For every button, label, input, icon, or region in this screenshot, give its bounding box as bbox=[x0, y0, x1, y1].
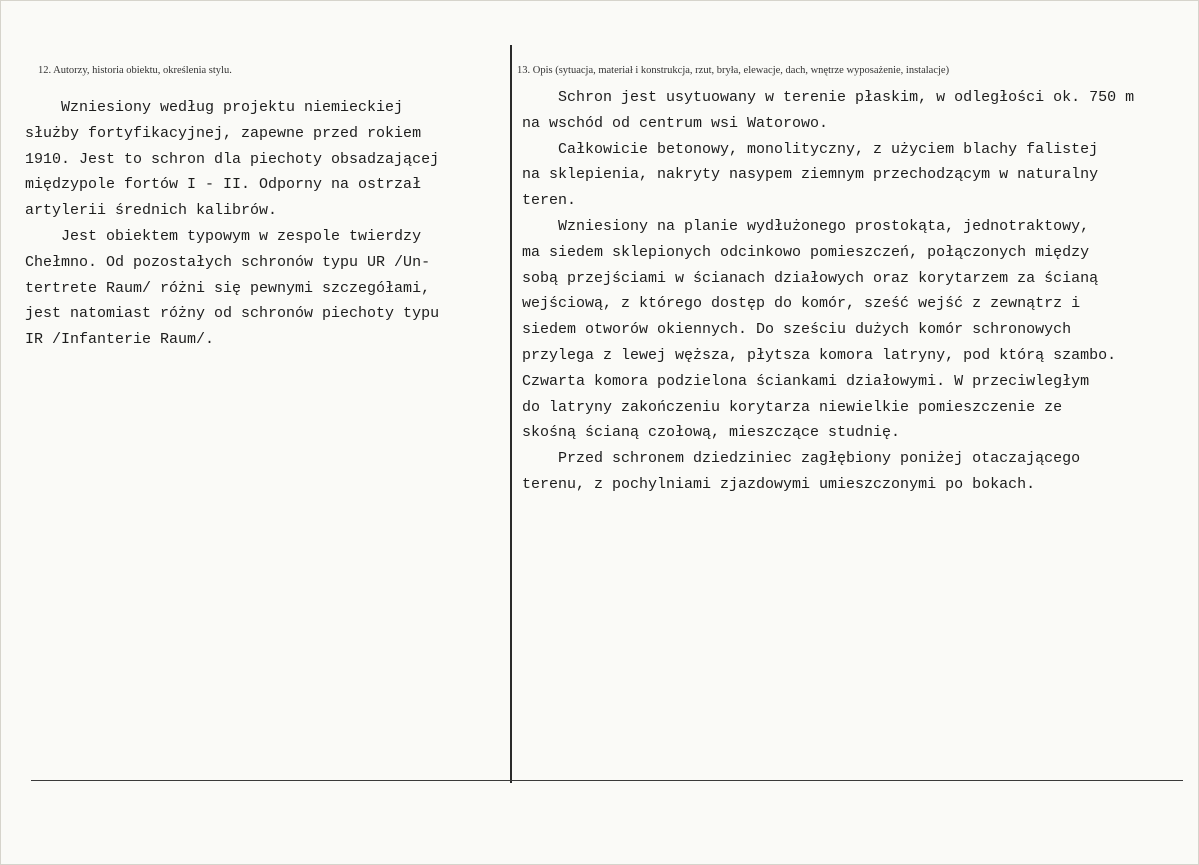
text-line: skośną ścianą czołową, mieszczące studnię. bbox=[522, 424, 901, 442]
text-line: 1910. Jest to schron dla piechoty obsadzającej bbox=[25, 150, 440, 168]
text-line: ma siedem sklepionych odcinkowo pomieszczeń, połączonych między bbox=[522, 243, 1090, 261]
text-line: artylerii średnich kalibrów. bbox=[25, 202, 278, 220]
text-line: Chełmno. Od pozostałych schronów typu UR /Un- bbox=[25, 253, 431, 271]
text-line: tertrete Raum/ różni się pewnymi szczegółami, bbox=[25, 279, 431, 297]
text-line: terenu, z pochylniami zjazdowymi umieszczonymi po bokach. bbox=[522, 475, 1036, 493]
text-line: IR /Infanterie Raum/. bbox=[25, 331, 215, 349]
text-line: na wschód od centrum wsi Watorowo. bbox=[522, 114, 829, 132]
text-line: siedem otworów okiennych. Do sześciu dużych komór schronowych bbox=[522, 321, 1072, 339]
text-line: Jest obiektem typowym w zespole twierdzy bbox=[25, 227, 422, 245]
text-line: teren. bbox=[522, 192, 577, 210]
text-line: na sklepienia, nakryty nasypem ziemnym przechodzącym w naturalny bbox=[522, 166, 1099, 184]
bottom-rule bbox=[31, 780, 1183, 781]
field-12-heading: 12. Autorzy, historia obiektu, określenia stylu. bbox=[38, 65, 232, 76]
text-line: Całkowicie betonowy, monolityczny, z użyciem blachy falistej bbox=[522, 140, 1099, 158]
text-line: Wzniesiony według projektu niemieckiej bbox=[25, 99, 404, 116]
text-line: Czwarta komora podzielona ściankami działowymi. W przeciwległym bbox=[522, 372, 1090, 390]
text-line: międzypole fortów I - II. Odporny na ostrzał bbox=[25, 176, 422, 194]
column-divider bbox=[510, 45, 512, 783]
text-line: wejściową, z którego dostęp do komór, sześć wejść z zewnątrz i bbox=[522, 295, 1081, 313]
text-line: Wzniesiony na planie wydłużonego prostokąta, jednotraktowy, bbox=[522, 217, 1090, 235]
text-line: Schron jest usytuowany w terenie płaskim, w odległości ok. 750 m bbox=[522, 89, 1135, 106]
text-line: sobą przejściami w ścianach działowych oraz korytarzem za ścianą bbox=[522, 269, 1099, 287]
text-line: przylega z lewej węższa, płytsza komora latryny, pod którą szambo. bbox=[522, 346, 1117, 364]
text-line: do latryny zakończeniu korytarza niewielkie pomieszczenie ze bbox=[522, 398, 1063, 416]
text-line: jest natomiast różny od schronów piechoty typu bbox=[25, 305, 440, 323]
field-12-body bbox=[25, 95, 509, 353]
field-13-body bbox=[522, 85, 1199, 498]
text-line: Przed schronem dziedziniec zagłębiony poniżej otaczającego bbox=[522, 450, 1081, 468]
text-line: służby fortyfikacyjnej, zapewne przed rokiem bbox=[25, 124, 422, 142]
field-13-heading: 13. Opis (sytuacja, materiał i konstrukcja, rzut, bryła, elewacje, dach, wnętrze wyposażenie, instalacje) bbox=[517, 65, 950, 76]
